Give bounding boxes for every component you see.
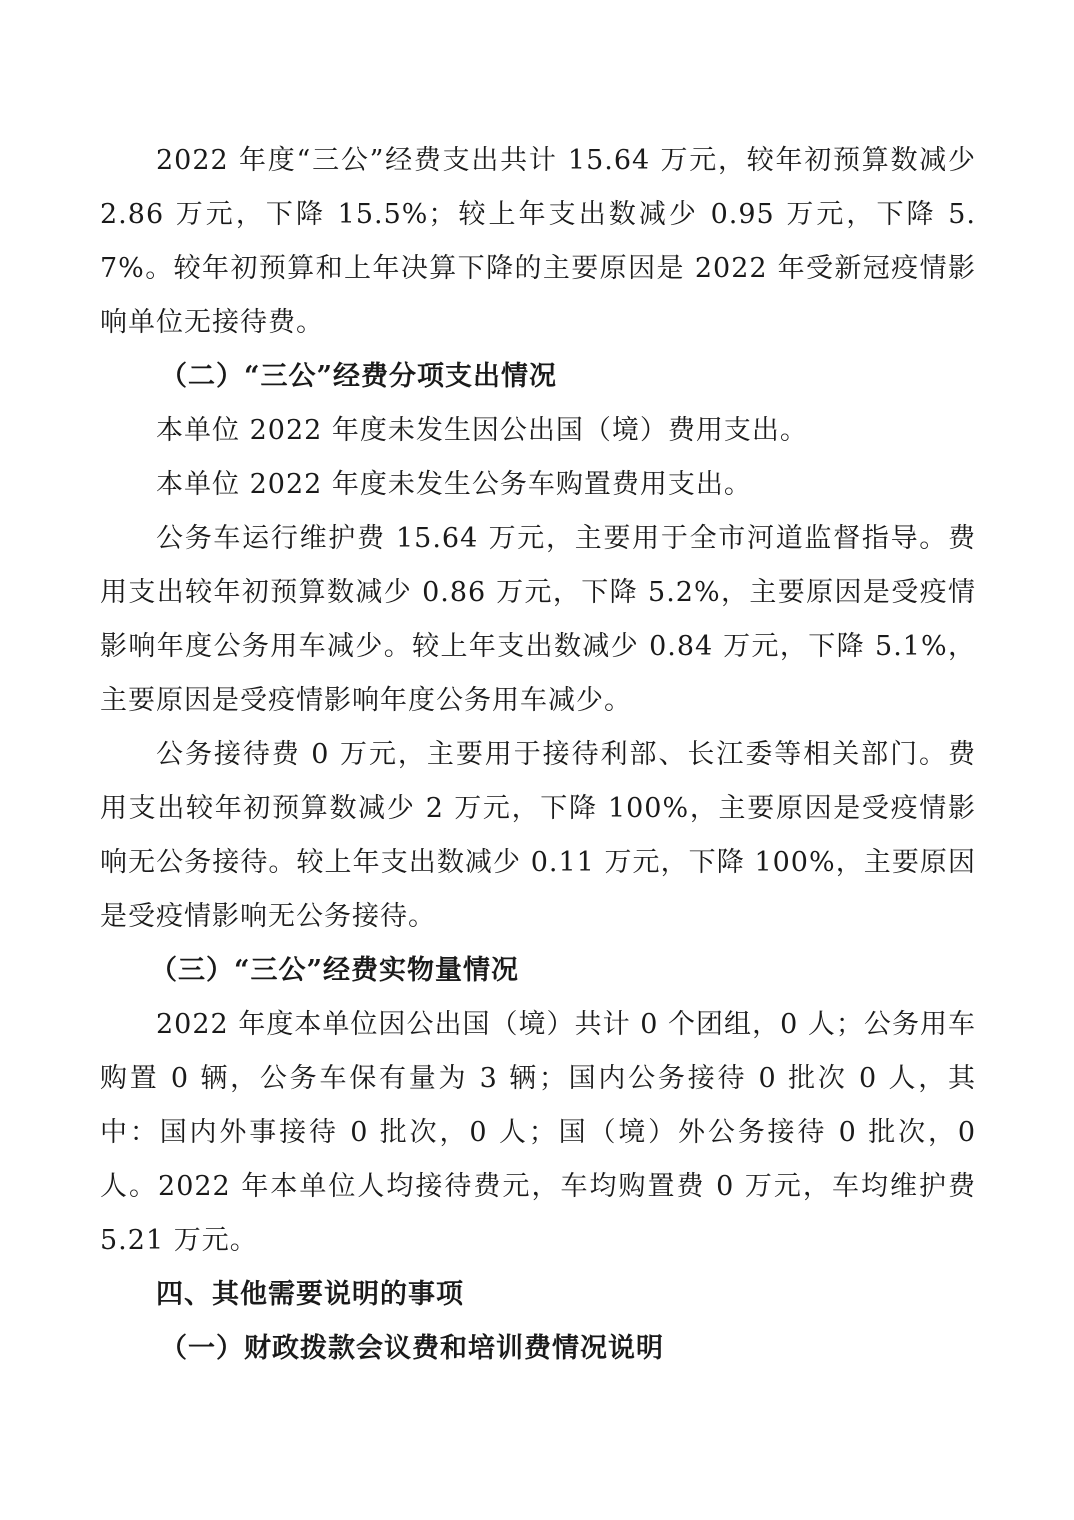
paragraph-vehicle-maintenance: 公务车运行维护费 15.64 万元，主要用于全市河道监督指导。费用支出较年初预算数减少 0.86 万元，下降 5.2%，主要原因是受疫情影响年度公务用车减少。较上年支出数减少 0.84 万元，下降 5.1%，主要原因是受疫情影响年度公务用车减少。	[100, 523, 976, 716]
paragraph-three-public-total: 2022 年度“三公”经费支出共计 15.64 万元，较年初预算数减少 2.86 万元，下降 15.5%；较上年支出数减少 0.95 万元，下降 5.7%。较年初预算和上年决算下降的主要原因是 2022 年受新冠疫情影响单位无接待费。	[100, 145, 976, 338]
paragraph-physical-quantity: 2022 年度本单位因公出国（境）共计 0 个团组，0 人；公务用车购置 0 辆，公务车保有量为 3 辆；国内公务接待 0 批次 0 人，其中：国内外事接待 0 批次，0 人；国（境）外公务接待 0 批次，0 人。2022 年本单位人均接待费元，车均购置费 0 万元，车均维护费 5.21 万元。	[100, 1009, 976, 1256]
paragraph-vehicle-purchase: 本单位 2022 年度未发生公务车购置费用支出。	[156, 469, 752, 500]
paragraph-overseas-travel: 本单位 2022 年度未发生因公出国（境）费用支出。	[156, 415, 808, 446]
subheading-meeting-training-fees: （一）财政拨款会议费和培训费情况说明	[160, 1333, 664, 1364]
subheading-itemized-expenses: （二）“三公”经费分项支出情况	[160, 361, 558, 392]
document-body	[100, 134, 976, 1376]
subheading-physical-quantity: （三）“三公”经费实物量情况	[150, 955, 520, 986]
paragraph-reception-expenses: 公务接待费 0 万元，主要用于接待利部、长江委等相关部门。费用支出较年初预算数减少 2 万元，下降 100%，主要原因是受疫情影响无公务接待。较上年支出数减少 0.11 万元，下降 100%，主要原因是受疫情影响无公务接待。	[100, 739, 976, 932]
section-heading-other-matters: 四、其他需要说明的事项	[156, 1279, 464, 1310]
